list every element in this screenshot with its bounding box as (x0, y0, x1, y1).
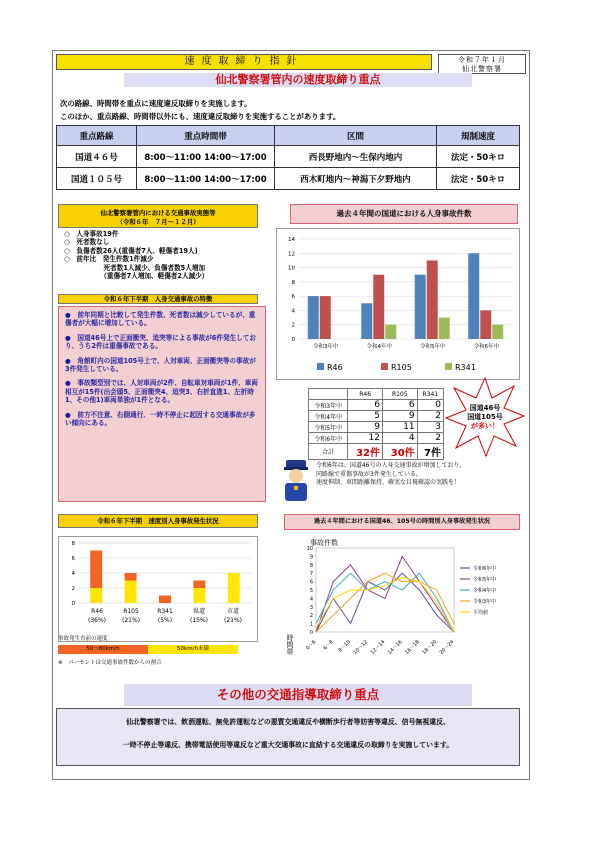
bottom-line: 仙北警察署では、飲酒運転、無免許運転などの悪質交通違反や横断歩行者等妨害等違反、信号無視違反、 (126, 718, 450, 726)
list-item: ● 前年同期と比較して発生件数、死者数は減少しているが、重傷者が大幅に増加している。 (65, 311, 256, 328)
intro-line-1: 次の路線、時間帯を重点に速度違反取締りを実施します。 (60, 99, 252, 108)
y-tick-label: 2 (309, 613, 313, 620)
callout-line: 国道105号 (467, 413, 503, 421)
table-row (57, 146, 520, 168)
status-list (64, 230, 264, 280)
legend-label: 令和5年中 (473, 577, 497, 583)
table-row (309, 433, 444, 444)
legend-swatch (381, 363, 388, 370)
category-label: R341 (5%) (157, 608, 173, 624)
routes-cell: 国道４６号 (57, 146, 137, 168)
y-tick-label: 10 (306, 546, 313, 552)
time-chart-title: 過去４年間における国道46、105号の時間別人身事故発生状況 (284, 514, 520, 530)
legend-swatch (317, 363, 324, 370)
y-tick-label: 4 (309, 596, 313, 603)
category-label: 県道 (15%) (189, 608, 209, 624)
row-label: 令和5年中 (309, 422, 348, 433)
note-line: 速度抑制、車間距離保持、確実な目視確認の実践を！ (316, 479, 461, 486)
count-cell: 2 (417, 411, 443, 422)
routes-header: 重点路線 (57, 126, 137, 146)
features-heading-box (58, 294, 258, 304)
bar-segment (159, 596, 171, 604)
table-row (309, 422, 444, 433)
speed-chart-title: 令和６年下半期 速度別人身事故発生状況 (58, 514, 258, 528)
total-label: 合計 (309, 444, 348, 460)
count-cell: 9 (383, 411, 418, 422)
callout-line: が多い！ (471, 422, 499, 430)
y-tick-label: 5 (309, 588, 313, 594)
yearly-chart-frame (276, 228, 520, 380)
bar-segment (193, 588, 205, 603)
legend-swatch (445, 363, 452, 370)
list-item: ○ 前年比 発生件数1件減少 (64, 255, 154, 264)
bar (385, 325, 396, 339)
legend-label: R105 (391, 363, 412, 372)
callout-line: 国道46号 (469, 404, 501, 412)
y-tick-label: 7 (309, 571, 313, 578)
main-heading: 仙北警察署管内の速度取締り重点 (124, 73, 472, 87)
status-subheading: （令和６年 ７月～１２月） (116, 218, 200, 226)
count-cell: 4 (383, 433, 418, 444)
total-cell: 32件 (348, 444, 383, 460)
y-tick-label: 6 (291, 294, 295, 301)
status-heading-box (58, 204, 258, 228)
count-cell: 2 (417, 433, 443, 444)
category-label: 市道 (21%) (223, 608, 243, 624)
bar (361, 303, 372, 339)
speed-axis-labels (59, 607, 259, 627)
legend-high-speed: 50～80km/h (58, 645, 148, 654)
bar (415, 275, 426, 339)
count-cell: 9 (348, 422, 383, 433)
speed-legend-title: 事故発生直前の速度 (58, 636, 108, 642)
list-item: ○ 死者数なし (64, 238, 110, 247)
x-tick-label: 16～18 (404, 639, 421, 656)
legend-label: R341 (455, 363, 476, 372)
y-tick-label: 0 (291, 337, 295, 343)
x-tick-label: 0～6 (305, 639, 318, 652)
list-item: ● 前方不注意、右側通行、一時不停止に起因する交通事故が多い傾向にある。 (65, 410, 256, 428)
routes-header: 区間 (275, 126, 437, 146)
routes-header: 規制速度 (437, 126, 520, 146)
x-tick-label: 6～8 (322, 639, 335, 652)
speed-chart-frame (58, 536, 258, 642)
note-line: 同路線で重傷事故が3件発生している。 (316, 470, 422, 478)
y-tick-label: 2 (71, 586, 75, 592)
y-tick-label: 3 (309, 604, 313, 611)
count-cell: 5 (348, 411, 383, 422)
series-line (316, 577, 454, 632)
counts-header (309, 389, 348, 400)
yearly-chart (277, 229, 521, 381)
count-cell: 6 (383, 400, 418, 411)
x-tick-label: 12～14 (369, 639, 387, 656)
count-cell: 12 (348, 433, 383, 444)
bottom-line: 一時不停止等違反、携帯電話使用等違反など重大交通事故に直結する交通違反の取締りを実施しています。 (122, 741, 454, 749)
table-row (309, 444, 444, 460)
y-tick-label: 1 (309, 621, 313, 628)
bar (439, 318, 450, 339)
x-tick-label: 令和3年中 (313, 344, 339, 350)
table-row (309, 411, 444, 422)
list-item: ○ 負傷者数26人(重傷者7人、軽傷者19人) (64, 246, 198, 255)
routes-cell: 法定・50キロ (437, 146, 520, 168)
date-issuer-box (438, 54, 526, 74)
total-cell: 30件 (383, 444, 418, 460)
features-box (58, 306, 266, 502)
y-tick-label: 12 (288, 251, 295, 258)
bar (468, 253, 479, 339)
list-item: ● 事故類型別では、人対車両が2件、自転車対車両が1件、車両相互が15件(出会頭5、正面衝突4、追突3、右折直進1、左折時1、その他1)車両単独が1件となる。 (65, 379, 258, 405)
y-tick-label: 8 (71, 541, 75, 547)
y-tick-label: 6 (309, 579, 313, 586)
table-row (57, 168, 520, 190)
routes-cell: 国道１０５号 (57, 168, 137, 190)
x-tick-label: 14～16 (386, 639, 404, 656)
status-heading: 仙北警察署管内における交通事故実態等 (100, 209, 216, 217)
y-tick-label: 2 (291, 322, 295, 329)
x-tick-label: 令和6年中 (473, 344, 499, 350)
list-item: 死者数1人減少、負傷者数5人増加 (64, 263, 206, 272)
issuer: 仙北警察署 (462, 65, 502, 73)
yearly-chart-title: 過去４年間の国道における人身事故件数 (290, 204, 518, 224)
legend-label: 令和4年中 (473, 588, 497, 594)
count-cell: 6 (348, 400, 383, 411)
legend-label: 令和6年中 (473, 566, 497, 572)
routes-cell: 西長野地内～生保内地内 (275, 146, 437, 168)
intro-line-2: このほか、重点路線、時間帯以外にも、速度違反取締りを実施することがあります。 (60, 112, 341, 121)
speed-chart (59, 537, 259, 609)
note-line: 令和6年は、国道46号の人身交通事故が増加しており、 (316, 462, 466, 469)
category-label: R46 (36%) (87, 608, 107, 624)
police-note (316, 462, 520, 488)
bar-segment (228, 573, 240, 603)
bar (480, 310, 491, 339)
bar (373, 275, 384, 339)
y-tick-label: 10 (288, 265, 295, 272)
issue-date: 令和７年１月 (458, 56, 506, 64)
y-tick-label: 4 (71, 571, 75, 577)
routes-header: 重点時間帯 (137, 126, 275, 146)
legend-label: R46 (327, 363, 343, 372)
y-tick-label: 14 (288, 237, 295, 243)
y-tick-label: 0 (309, 630, 313, 636)
bar (308, 296, 319, 339)
count-cell: 11 (383, 422, 418, 433)
list-item: ● 国道46号上で正面衝突、追突等による事故が6件発生しており、うち2件は重傷事故である。 (65, 333, 256, 351)
bar-segment (125, 573, 137, 581)
features-heading: 令和６年下半期 人身交通事故の特徴 (103, 295, 213, 303)
bar (427, 260, 438, 339)
legend-label: 令和3年中 (473, 599, 497, 605)
x-tick-label: 10～12 (352, 639, 370, 656)
list-item: ● 角館町内の国道105号上で、人対車両、正面衝突等の事故が3件発生している。 (65, 356, 256, 374)
bar-segment (90, 588, 102, 603)
routes-cell: 西木町地内～神潟下夕野地内 (275, 168, 437, 190)
time-chart-ylabel: 事故件数 (310, 539, 338, 547)
total-cell: 7件 (417, 444, 443, 460)
legend-low-speed: 50km/h未満 (148, 645, 238, 654)
burst-callout (454, 404, 516, 431)
routes-cell: 法定・50キロ (437, 168, 520, 190)
time-chart-xlabel: 時間帯 (286, 634, 294, 655)
x-tick-label: 令和5年中 (420, 344, 446, 350)
row-label: 令和4年中 (309, 411, 348, 422)
time-chart (300, 534, 520, 664)
count-cell: 0 (417, 400, 443, 411)
bar-segment (125, 581, 137, 604)
count-cell: 3 (417, 422, 443, 433)
y-tick-label: 9 (309, 554, 313, 561)
bar-segment (90, 551, 102, 589)
routes-cell: 8:00～11:00 14:00～17:00 (137, 168, 275, 190)
row-label: 令和3年中 (309, 400, 348, 411)
list-item: ○ 人身事故19件 (64, 230, 119, 238)
speed-note: ※ パーセントは交通事故件数からの割合 (58, 660, 162, 666)
police-officer-icon (280, 458, 312, 504)
row-label: 令和6年中 (309, 433, 348, 444)
counts-header: R105 (383, 389, 418, 400)
y-tick-label: 8 (309, 562, 313, 569)
x-tick-label: 令和4年中 (366, 344, 392, 350)
counts-header-row (309, 389, 444, 400)
counts-header: R341 (417, 389, 443, 400)
bar-segment (193, 581, 205, 589)
y-tick-label: 8 (291, 279, 295, 286)
counts-header: R46 (348, 389, 383, 400)
time-chart-frame (300, 534, 520, 664)
legend-label: 平均値 (473, 610, 489, 616)
list-item: （重傷者7人増加、軽傷者2人減少） (64, 272, 209, 281)
bottom-heading: その他の交通指導取締り重点 (124, 684, 472, 706)
bar (492, 325, 503, 339)
x-tick-label: 8～10 (337, 639, 352, 654)
page-title: 速度取締り指針 (56, 54, 432, 70)
bottom-text-box (56, 708, 520, 766)
bar (320, 296, 331, 339)
counts-table (308, 388, 444, 460)
y-tick-label: 0 (71, 601, 75, 607)
category-label: R105 (21%) (121, 608, 141, 624)
routes-cell: 8:00～11:00 14:00～17:00 (137, 146, 275, 168)
x-tick-label: 20～24 (438, 639, 456, 656)
x-tick-label: 18～20 (421, 639, 439, 656)
y-tick-label: 6 (71, 556, 75, 562)
y-tick-label: 4 (291, 308, 295, 315)
table-row (309, 400, 444, 411)
routes-table (56, 125, 520, 190)
routes-header-row (57, 126, 520, 146)
